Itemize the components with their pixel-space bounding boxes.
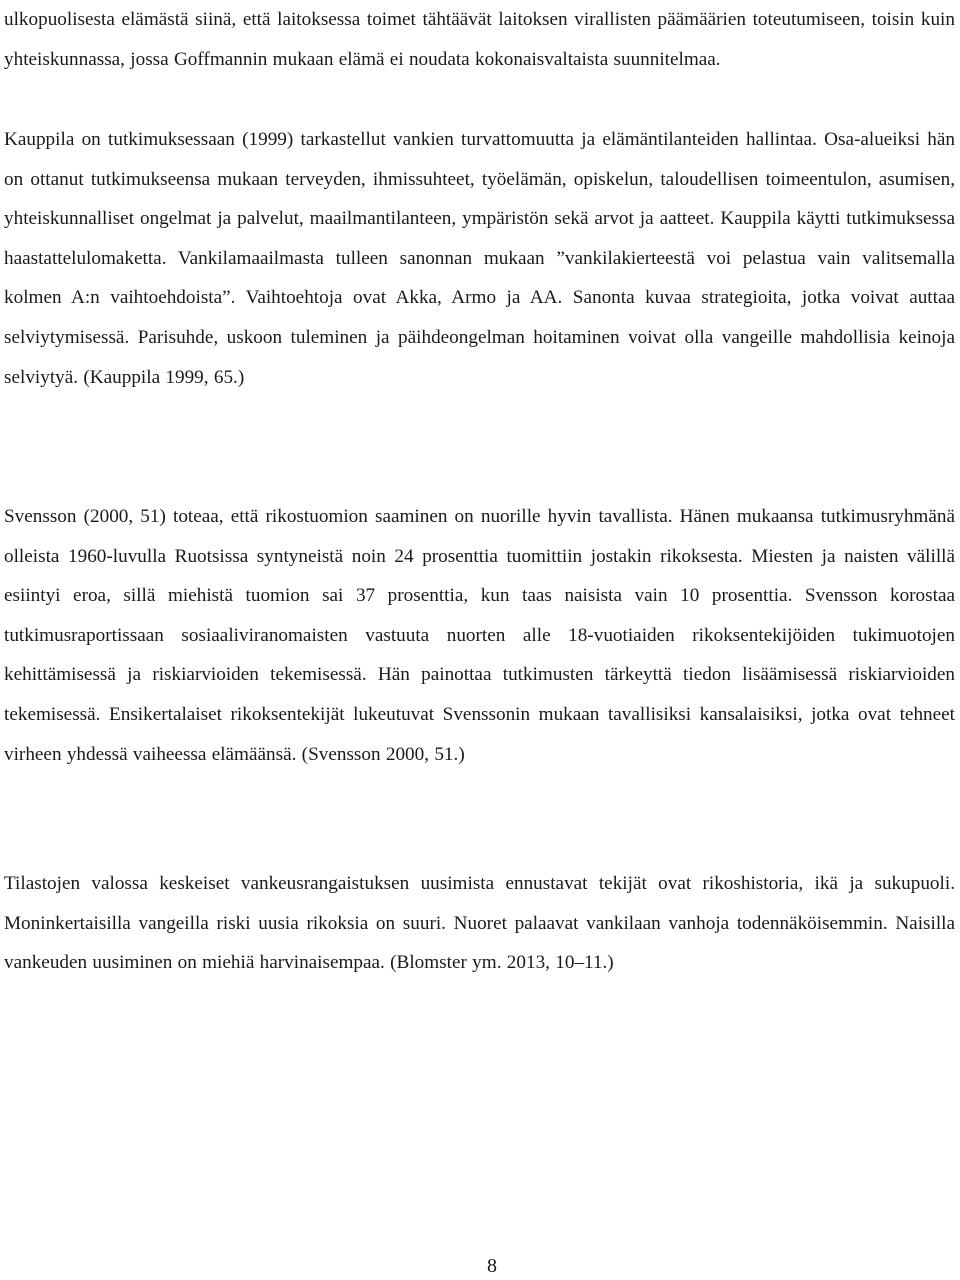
paragraph-goffman: ulkopuolisesta elämästä siinä, että laitoksessa toimet tähtäävät laitoksen virallisten päämäärien toteutumiseen, toisin kuin yhteiskunnassa, jossa Goffmannin mukaan elämä ei noudata kokonaisvaltaista suunnitelmaa. <box>4 9 955 70</box>
paragraph-statistics: Tilastojen valossa keskeiset vankeusrangaistuksen uusimista ennustavat tekijät ovat rikoshistoria, ikä ja sukupuoli. Moninkertaisilla vangeilla riski uusia rikoksia on suuri. Nuoret palaavat vankilaan vanhoja todennäköisemmin. Naisilla vankeuden uusiminen on miehiä harvinaisempaa. (Blomster ym. 2013, 10–11.) <box>4 873 955 974</box>
paragraph-svensson: Svensson (2000, 51) toteaa, että rikostuomion saaminen on nuorille hyvin tavallista. Hänen mukaansa tutkimusryhmänä olleista 1960-luvulla Ruotsissa syntyneistä noin 24 prosenttia tuomittiin jostakin rikoksesta. Miesten ja naisten välillä esiintyi eroa, sillä miehistä tuomion sai 37 prosenttia, kun taas naisista vain 10 prosenttia. Svensson korostaa tutkimusraportissaan sosiaaliviranomaisten vastuuta nuorten alle 18-vuotiaiden rikoksentekijöiden tukimuotojen kehittämisessä ja riskiarvioiden tekemisessä. Hän painottaa tutkimusten tärkeyttä tiedon lisäämisessä riskiarvioiden tekemisessä. Ensikertalaiset rikoksentekijät lukeutuvat Svenssonin mukaan tavallisiksi kansalaisiksi, jotka ovat tehneet virheen yhdessä vaiheessa elämäänsä. (Svensson 2000, 51.) <box>4 506 955 765</box>
paragraph-kauppila: Kauppila on tutkimuksessaan (1999) tarkastellut vankien turvattomuutta ja elämäntilanteiden hallintaa. Osa-alueiksi hän on ottanut tutkimukseensa mukaan terveyden, ihmissuhteet, työelämän, opiskelun, taloudellisen toimeentulon, asumisen, yhteiskunnalliset ongelmat ja palvelut, maailmantilanteen, ympäristön sekä arvot ja aatteet. Kauppila käytti tutkimuksessa haastattelulomaketta. Vankilamaailmasta tulleen sanonnan mukaan ”vankilakierteestä voi pelastua vain valitsemalla kolmen A:n vaihtoehdoista”. Vaihtoehtoja ovat Akka, Armo ja AA. Sanonta kuvaa strategioita, jotka voivat auttaa selviytymisessä. Parisuhde, uskoon tuleminen ja päihdeongelman hoitaminen voivat olla vangeille mahdollisia keinoja selviytyä. (Kauppila 1999, 65.) <box>4 129 955 388</box>
page-number: 8 <box>487 1255 497 1277</box>
